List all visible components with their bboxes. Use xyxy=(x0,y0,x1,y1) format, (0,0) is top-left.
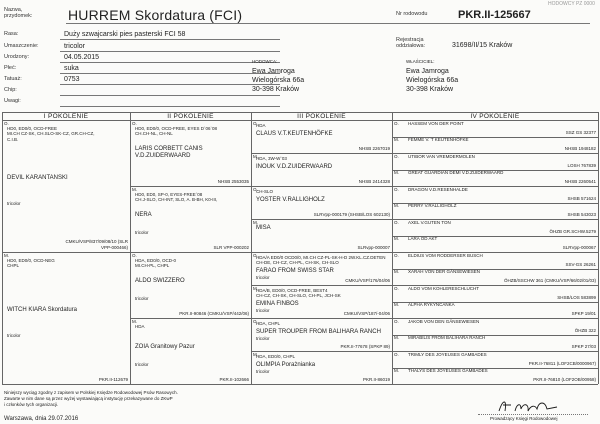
ancestor-color: tricolor xyxy=(135,295,149,301)
ancestor-reg: PKR.II-76810 (LOF2OB/00958) xyxy=(533,377,596,382)
urodzony-value: 04.05.2015 xyxy=(64,54,100,61)
footer-note-3: i członków tych organizacji. xyxy=(4,402,59,407)
ancestor-reg: NHSB 2553035 xyxy=(217,178,249,184)
sex-marker: O. xyxy=(394,219,399,225)
row-divider xyxy=(251,351,392,352)
ancestor-name: CLAUS V.T.KEUTENHÖFKE xyxy=(256,130,333,137)
ancestor-reg: CMKU/VSP/176/04/06 xyxy=(345,277,390,283)
ancestor-titles: CH.CH-NL, CH-NL xyxy=(135,131,173,137)
row-divider xyxy=(251,285,392,286)
row-divider xyxy=(251,186,392,187)
hodowca-label: HODOWCA: xyxy=(252,59,278,64)
tatuaz-value: 0753 xyxy=(64,76,80,83)
hodowca-line-1: Ewa Jamroga xyxy=(252,68,295,75)
ancestor-color: tricolor xyxy=(256,308,270,314)
ancestor-name: WITCH KIARA Skordatura xyxy=(7,307,78,314)
ancestor-name: MIRABILIS FROM BALIHARA RANCH xyxy=(408,335,486,340)
wlasciciel-line-1: Ewa Jamroga xyxy=(406,68,449,75)
ancestor-name: SUPER TROUPER FROM BALIHARA RANCH xyxy=(256,328,381,335)
ancestor-reg: NHSB 2414328 xyxy=(358,178,390,184)
ancestor-name: THALYS DES JOYEUSES GAMBADES xyxy=(408,368,488,373)
ancestor-name: FEMME V.`T KEUTENHÖFKE xyxy=(408,137,469,142)
ancestor-color: tricolor xyxy=(135,229,149,235)
sex-marker: O. xyxy=(253,252,258,258)
ancestor-name: LARIS CORBETT CANIS xyxy=(135,146,203,153)
tatuaz-label: Tatuaż: xyxy=(4,76,22,82)
row-divider xyxy=(130,252,251,253)
ancestor-reg-2: VPP-000466) xyxy=(100,245,128,250)
wlasciciel-line-2: Wielogórska 66a xyxy=(406,77,459,84)
ancestor-name: YOSTER V.RALLIGHOLZ xyxy=(256,196,325,203)
ancestor-reg: SPKP 19/01 xyxy=(571,311,596,316)
ancestor-reg: SHSB 543023 xyxy=(567,212,596,217)
ancestor-reg: SHSB 571624 xyxy=(567,195,596,201)
sex-marker: M. xyxy=(394,269,399,274)
ancestor-name: JAKOB VON DEN GÄNSEWIESEN xyxy=(408,318,480,324)
sex-marker: M. xyxy=(132,318,137,324)
ancestor-reg: SSV-GS 26261 xyxy=(565,261,596,267)
sex-marker: O. xyxy=(394,153,399,159)
ancestor-color: tricolor xyxy=(256,335,270,341)
umaszczenie-label: Umaszczenie: xyxy=(4,43,39,49)
ancestor-titles: HDA, CHPL xyxy=(256,321,281,326)
plec-label: Płeć: xyxy=(4,65,17,71)
ancestor-reg: PKR.II-90846 (CMKU/VSP/442/06) xyxy=(179,310,249,316)
ancestor-reg: PKR.II-76811 (LOF2CB/0000967) xyxy=(528,360,596,366)
ancestor-titles: HDA/B, ED0/0, OCD-FREE, BEST4 xyxy=(256,288,328,293)
ancestor-titles: HD0, ED0, SP-0, EYES-FREE`08 xyxy=(135,192,203,197)
rasa-label: Rasa: xyxy=(4,31,19,37)
ancestor-name: DRAGON V.D.RESENHALDE xyxy=(408,186,468,192)
ancestor-color: tricolor xyxy=(256,275,270,281)
sex-marker: M. xyxy=(253,153,258,159)
ancestor-color: tricolor xyxy=(7,200,21,206)
signature-caption: Prowadzący Księgi Rodowodowej xyxy=(490,416,558,421)
ancestor-titles: MI.CH-PL, CHPL xyxy=(135,263,170,269)
ancestor-reg: CMKU/VSP/837/09/08/10 (SLR xyxy=(65,239,128,244)
sex-marker: M. xyxy=(394,302,399,307)
ancestor-reg: SHSB/LOS 583899 xyxy=(557,294,596,300)
sex-marker: O. xyxy=(132,252,137,258)
sex-marker: O. xyxy=(394,186,399,192)
ancestor-titles: HDA xyxy=(256,123,266,128)
ancestor-titles: CH-DE, CH-CZ, CH-PL, CH-SK, CH-SLO xyxy=(256,260,339,266)
ancestor-name: XARAH VON DER GÄNSEWIESEN xyxy=(408,269,481,274)
ancestor-name: GREAT GUARDIAN DEMI V.D.ZUIDERWAARD xyxy=(408,170,504,175)
sex-marker: M. xyxy=(394,203,399,208)
ancestor-titles: CH.J-SLO, CH-INT, SLO, A. B-BH, K0-III, xyxy=(135,197,218,203)
row-divider xyxy=(130,186,251,187)
ancestor-titles: CH-SLO xyxy=(256,189,274,194)
sex-marker: M. xyxy=(394,137,399,142)
chip-label: Chip: xyxy=(4,87,17,93)
ancestor-reg: SLRVpp-000067 xyxy=(562,245,596,250)
ancestor-name: ALDO VOM KOHLERESCHLUCHT xyxy=(408,285,480,291)
ancestor-name: ALPHA RYKYNCANKA xyxy=(408,302,455,307)
uwagi-label: Uwagi: xyxy=(4,98,21,104)
ancestor-titles: CH-CZ, CH-SK, CH-SLO, CH-PL, JCH-SK xyxy=(256,293,341,299)
ancestor-titles: HD0, ED0/0, OCD-NEG xyxy=(7,258,55,263)
ancestor-name: DEVIL KARANTANSKI xyxy=(7,175,68,182)
ancestor-name-2: V.D.ZUIDERWAARD xyxy=(135,153,191,160)
sex-marker: O. xyxy=(394,285,399,291)
row-divider xyxy=(2,252,130,253)
row-divider xyxy=(251,153,392,154)
ancestor-color: tricolor xyxy=(135,361,149,367)
ancestor-titles: HDA, 3W-W`03 xyxy=(256,156,287,161)
sex-marker: M. xyxy=(394,170,399,175)
ancestor-name: AXEL V.GUTEN TON xyxy=(408,219,451,225)
ancestor-name: PERRY V.RALLIGHOLZ xyxy=(408,203,457,208)
place-date: Warszawa, dnia 29.07.2016 xyxy=(4,416,79,422)
ancestor-name: LARA OD AKT xyxy=(408,236,438,241)
generation-header: II POKOLENIE xyxy=(167,112,214,120)
plec-value: suka xyxy=(64,65,79,72)
ancestor-reg: ÖHZB/SSCHW 361 (CMKU/VSP/66/02/01/03) xyxy=(503,278,596,283)
rejestracja-label: Rejestracja oddziałowa: xyxy=(396,37,426,49)
ancestor-titles: HDA, ED0/0, CHPL xyxy=(256,354,296,359)
wlasciciel-line-3: 30-398 Kraków xyxy=(406,86,454,93)
ancestor-titles: MI.CH CZ-SK, CH.SLO-SK-CZ, GR.CH-CZ, xyxy=(7,131,95,137)
ancestor-name: EMINA FINBOS xyxy=(256,301,299,308)
ancestor-titles: CHPL xyxy=(7,263,20,269)
column-border xyxy=(598,112,599,384)
ancestor-titles: C.I.B. xyxy=(7,136,19,142)
ancestor-titles: HD0, ED0/0, OCD-FREE xyxy=(7,126,58,131)
ancestor-name: NERA xyxy=(135,212,152,219)
ancestor-reg: ÖHZB GR.SCHW.5279 xyxy=(549,228,596,234)
ancestor-reg: ÖHZB 322 xyxy=(574,327,596,333)
sex-marker: O. xyxy=(394,120,399,126)
row-divider xyxy=(251,252,392,253)
sex-marker: O. xyxy=(253,120,258,126)
column-border xyxy=(130,112,131,384)
hodowca-line-3: 30-398 Kraków xyxy=(252,86,300,93)
row-divider xyxy=(251,219,392,220)
wlasciciel-label: WŁAŚCICIEL: xyxy=(406,59,435,64)
ancestor-titles: HDA, ED0/0, OCD-0 xyxy=(135,258,177,263)
name-label: Nazwa, przydomek: xyxy=(4,7,33,19)
reg-no: PKR.II-125667 xyxy=(458,9,531,21)
sex-marker: O. xyxy=(4,120,9,126)
ancestor-name: UTIBOR VAN VREMDERMOLEN xyxy=(408,153,475,159)
sex-marker: O. xyxy=(394,252,399,258)
ancestor-reg: SSZ GS 32377 xyxy=(565,129,596,135)
ancestor-reg: NHSB 2267019 xyxy=(358,145,390,151)
generation-header: IV POKOLENIE xyxy=(470,112,520,120)
sex-marker: M. xyxy=(394,335,399,340)
sex-marker: M. xyxy=(4,252,9,258)
ancestor-titles: HD0, ED0/0, OCD-FREE, EYES D`06`08 xyxy=(135,126,218,131)
urodzony-label: Urodzony: xyxy=(4,54,30,60)
ancestor-reg: SLRvpp-000007 xyxy=(357,244,390,250)
ancestor-reg: SPKP 27/03 xyxy=(571,344,596,349)
ancestor-reg: SLR VPP-000202 xyxy=(213,244,249,250)
generation-header: III POKOLENIE xyxy=(297,112,346,120)
sex-marker: O. xyxy=(394,351,399,357)
column-border xyxy=(2,112,3,384)
ancestor-name: ZOIA Granitowy Pazur xyxy=(135,344,195,351)
sex-marker: M. xyxy=(394,236,399,241)
hodowca-line-2: Wielogórska 66a xyxy=(252,77,305,84)
ancestor-titles: HDA xyxy=(135,324,145,329)
footer-note-2: Zawarte w nim dane są przez wyżej wystawiającą instytucję przekazywane do ZKwP xyxy=(4,396,173,401)
ancestor-reg: SLRVpp-000179 (SHSB/LOS 602130) xyxy=(313,211,390,217)
table-header-border xyxy=(2,120,598,121)
row-divider xyxy=(130,318,251,319)
sex-marker: M. xyxy=(394,368,399,373)
sex-marker: O. xyxy=(132,120,137,126)
sex-marker: M. xyxy=(253,219,258,225)
row-divider xyxy=(251,318,392,319)
sex-marker: M. xyxy=(253,285,258,291)
ancestor-titles: HDA/A ED0/0 OCD0/0, MI.CH CZ-PL-SK-H-D 2W.KL.CZ.DETEN xyxy=(256,255,386,260)
ancestor-color: tricolor xyxy=(7,332,21,338)
ancestor-reg: PKR.II-102666 xyxy=(219,376,249,382)
ancestor-name: FARAO FROM SWISS STAR xyxy=(256,268,334,275)
corner-note: HODOWCY PZ 0000 xyxy=(548,1,595,7)
ancestor-color: tricolor xyxy=(256,368,270,374)
ancestor-reg: NHSB 1948182 xyxy=(564,146,596,151)
ancestor-reg: PKR.II-77678 (SPKP 89) xyxy=(340,343,390,349)
generation-header: I POKOLENIE xyxy=(43,112,89,120)
ancestor-name: TRIMLY DES JOYEUSES GAMBADES xyxy=(408,351,487,357)
ancestor-reg: PKR.II-86019 xyxy=(362,376,390,382)
dog-name: HURREM Skordatura (FCI) xyxy=(68,7,243,23)
sex-marker: M. xyxy=(132,186,137,192)
signature xyxy=(495,397,565,415)
ancestor-reg: CMKU/VSP/187/-04/06 xyxy=(343,310,390,316)
ancestor-name: HASSEM VON DER POINT xyxy=(408,120,464,126)
ancestor-reg: NHSB 2260541 xyxy=(564,179,596,184)
ancestor-name: OLIMPIA Porażnianka xyxy=(256,361,316,368)
sex-marker: O. xyxy=(253,186,258,192)
ancestor-reg: LOSH 767839 xyxy=(567,162,596,168)
umaszczenie-value: tricolor xyxy=(64,43,86,50)
ancestor-reg: PKR.II-112679 xyxy=(98,376,128,382)
rejestracja-value: 31698/II/15 Kraków xyxy=(452,42,513,49)
sex-marker: O. xyxy=(253,318,258,324)
sex-marker: M. xyxy=(253,351,258,357)
ancestor-name: ELDIUS VOM RODDERSER BUSCH xyxy=(408,252,483,258)
sex-marker: O. xyxy=(394,318,399,324)
ancestor-name: INOUK V.D.ZUIDERWAARD xyxy=(256,163,333,170)
footer-note-1: Niniejszy wyciąg zgodny z zapisem w Polskiej Księdze Rodowodowej Psów Rasowych. xyxy=(4,390,178,395)
reg-no-label: Nr rodowodu xyxy=(396,11,428,17)
ancestor-name: MISA xyxy=(256,224,271,231)
table-bottom-border xyxy=(2,384,598,385)
rasa-value: Duży szwajcarski pies pasterski FCI 58 xyxy=(64,31,186,38)
ancestor-name: ALDO SWIZZERO xyxy=(135,278,185,285)
